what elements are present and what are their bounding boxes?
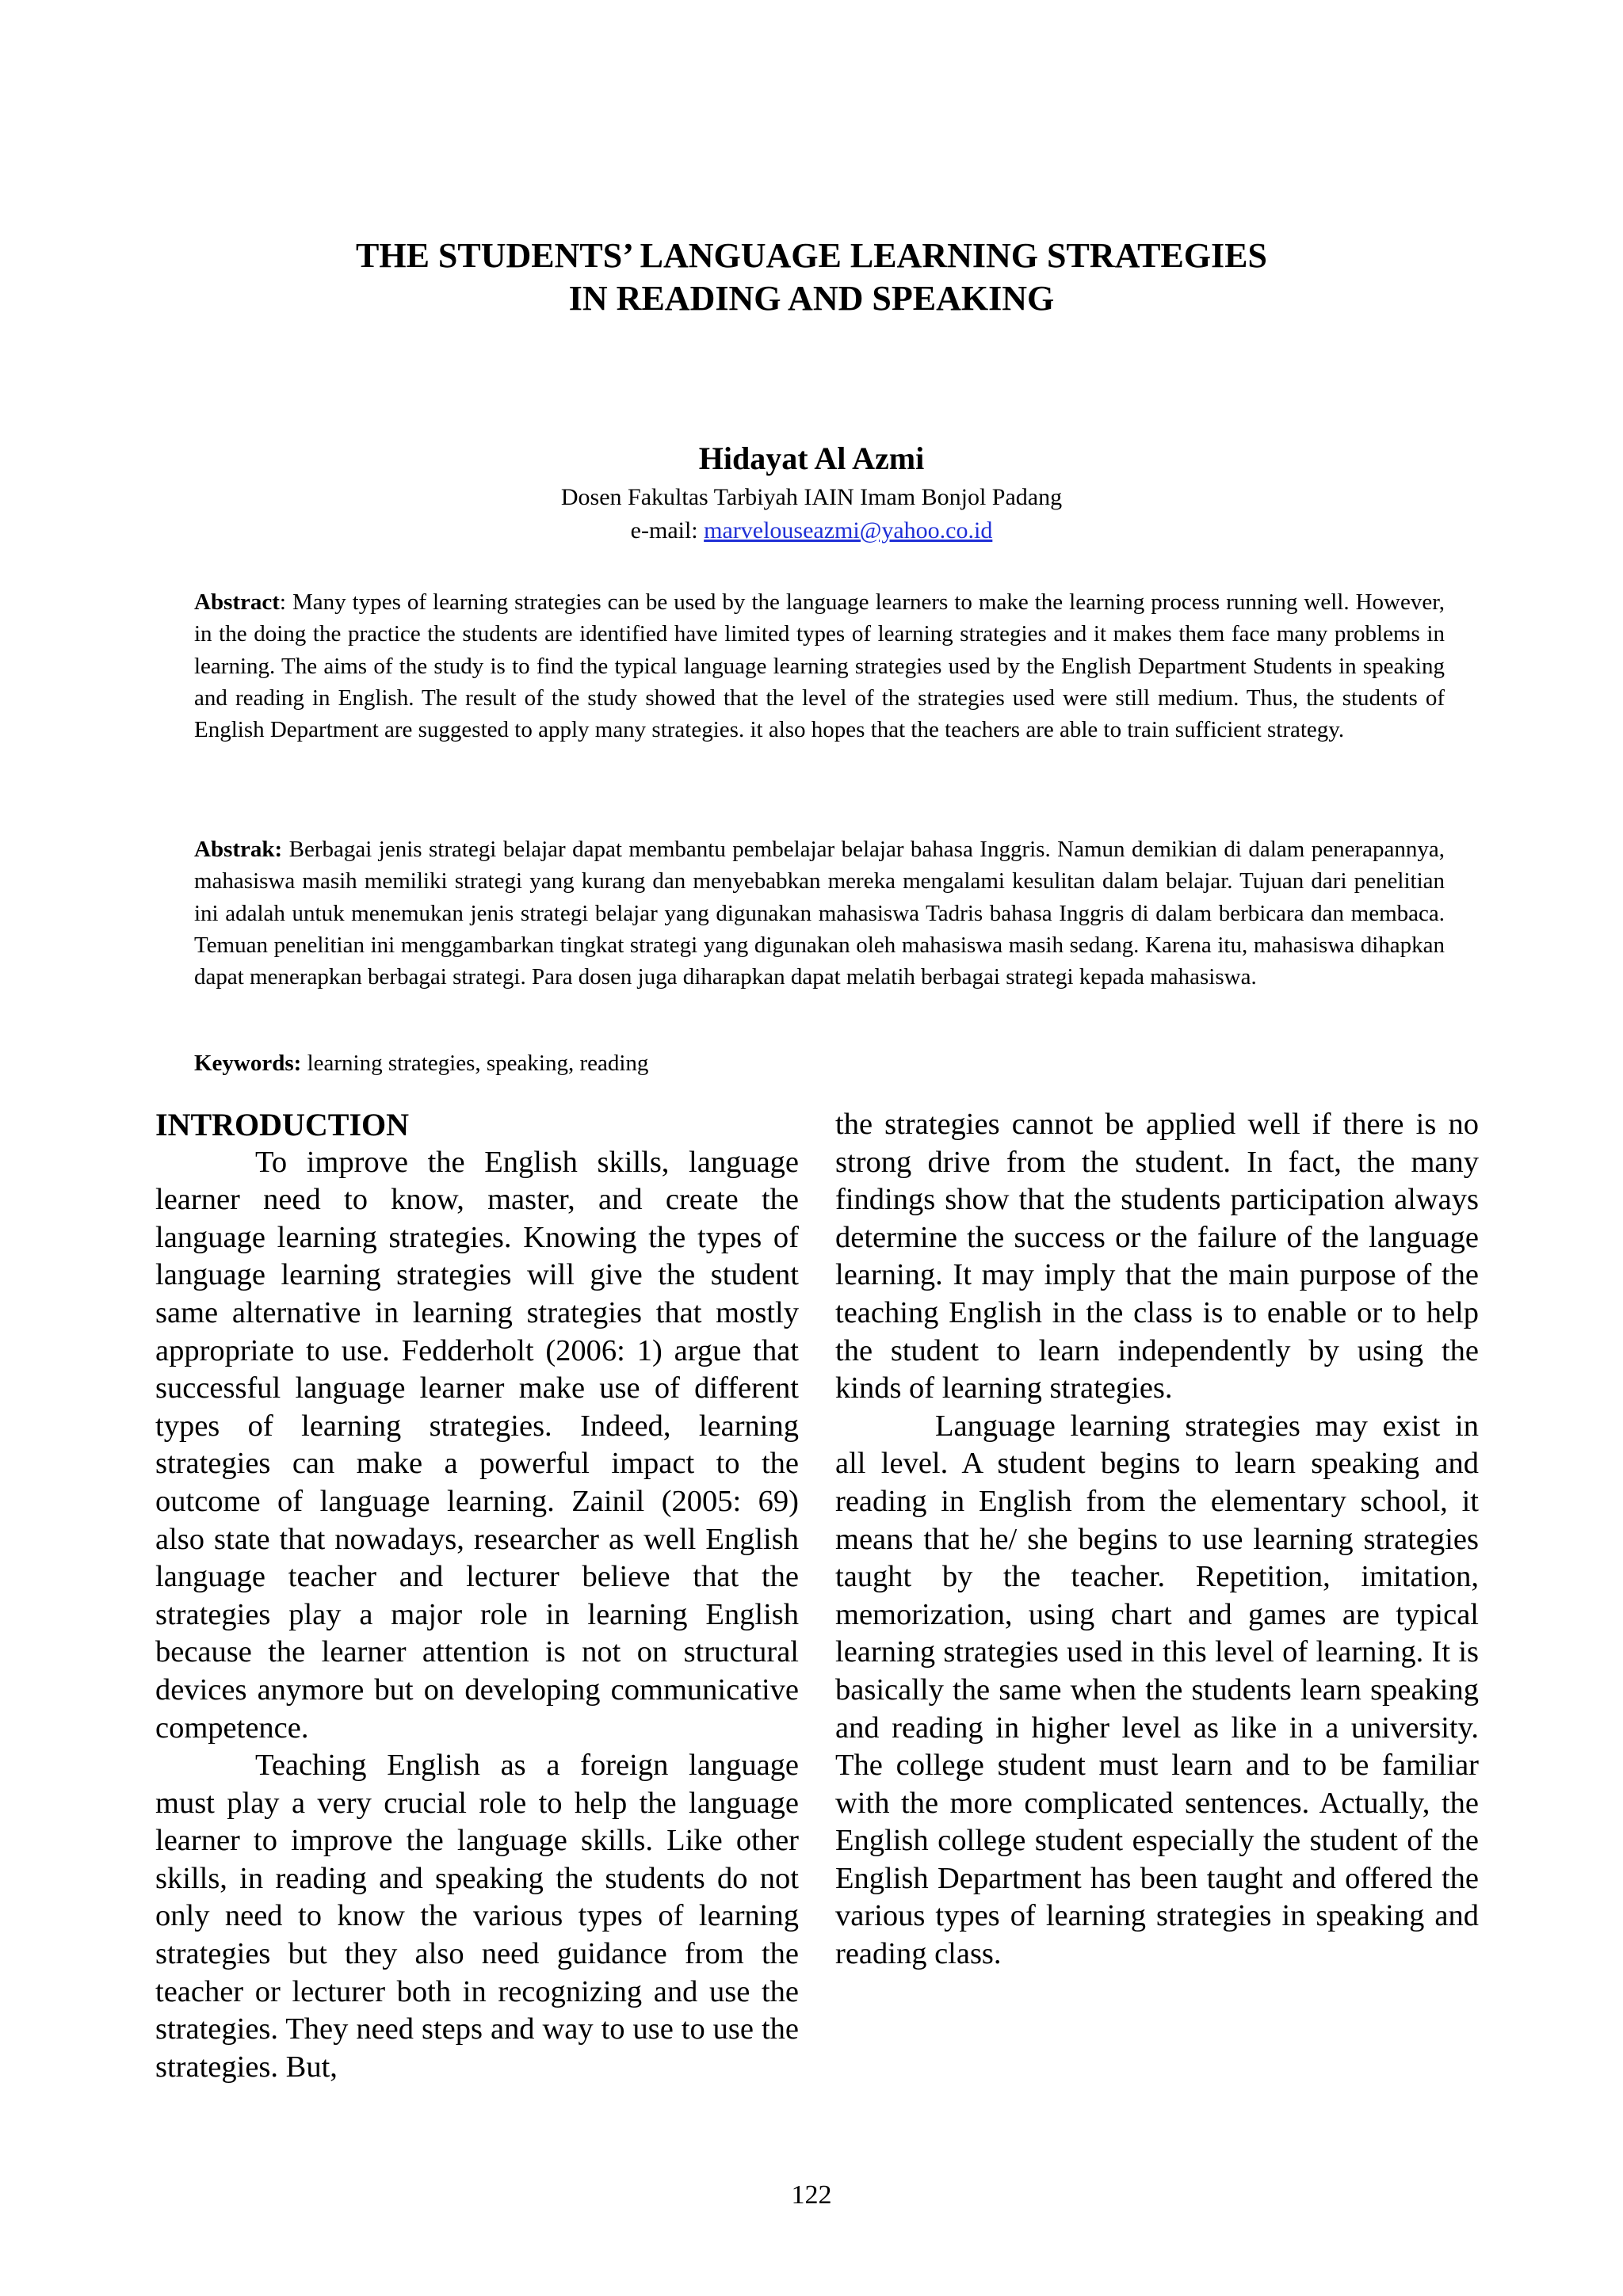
abstrak-label: Abstrak: [194,837,283,862]
body-paragraph: Teaching English as a foreign language must play a very crucial role to help the language learner to improve the language skills. Like other skills, in reading and speaking the students do not only need to know the various types of learning strategies but they also need guidance from the teacher or lecturer both in recognizing and use the strategies. They need steps and way to use to use the strategies. But, [155,1749,799,2084]
body-paragraph: Language learning strategies may exist in all level. A student begins to learn speaking and reading in English from the elementary school, it means that he/ she begins to use learning strategies taught by the teacher. Repetition, imitation, memorization, using chart and games are typical learning strategies used in this level of learning. It is basically the same when the students learn speaking and reading in higher level as like in a university. The college student must learn and to be familiar with the more complicated sentences. Actually, the English college student especially the student of the English Department has been taught and offered the various types of learning strategies in speaking and reading class. [835,1409,1479,1971]
abstrak-text: Berbagai jenis strategi belajar dapat membantu pembelajar belajar bahasa Inggris. Namun demikian di dalam penerapannya, mahasiswa masih memiliki strategi yang kurang dan menyebabkan mereka mengalami kesulitan dalam belajar. Tujuan dari penelitian ini adalah untuk menemukan jenis strategi belajar yang digunakan mahasiswa Tadris bahasa Inggris di dalam berbicara dan membaca. Temuan penelitian ini menggambarkan tingkat strategi yang digunakan oleh mahasiswa masih sedang. Karena itu, mahasiswa dihapkan dapat menerapkan berbagai strategi. Para dosen juga diharapkan dapat melatih berbagai strategi kepada mahasiswa. [194,837,1445,990]
author-affiliation: Dosen Fakultas Tarbiyah IAIN Imam Bonjol Padang [560,484,1063,510]
keywords-text: learning strategies, speaking, reading [301,1051,649,1076]
title-line-1: THE STUDENTS’ LANGUAGE LEARNING STRATEGIES [356,236,1267,275]
email-link[interactable]: marvelouseazmi@yahoo.co.id [704,517,993,543]
section-heading-introduction: INTRODUCTION [155,1107,410,1142]
paper-title [0,235,1623,320]
abstract-label: Abstract [194,589,280,615]
body-paragraph: the strategies cannot be applied well if there is no strong drive from the student. In fact, the many findings show that the students participation always determine the success or the failure of the language learning. It may imply that the main purpose of the teaching English in the class is to enable or to help the student to learn independently by using the kinds of learning strategies. [835,1108,1479,1405]
author-affiliation-block [0,481,1623,547]
keywords-label: Keywords: [194,1051,302,1076]
body-column-right [835,1106,1479,1974]
title-line-2: IN READING AND SPEAKING [568,279,1055,318]
body-column-left [155,1106,799,2086]
email-label: e-mail: [630,517,705,543]
page-number: 122 [791,2180,832,2210]
author-name: Hidayat Al Azmi [698,441,925,476]
keywords [194,1047,1445,1079]
author-email-line [0,514,1623,547]
abstract-text: : Many types of learning strategies can be used by the language learners to make the learning process running well. However, in the doing the practice the students are identified have limited types of learning strategies and it makes them face many problems in learning. The aims of the study is to find the typical language learning strategies used by the English Department Students in speaking and reading in English. The result of the study showed that the level of the strategies used were still medium. Thus, the students of English Department are suggested to apply many strategies. it also hopes that the teachers are able to train sufficient strategy. [194,589,1445,743]
body-paragraph: To improve the English skills, language learner need to know, master, and create the language learning strategies. Knowing the types of language learning strategies will give the student same alternative in learning strategies that mostly appropriate to use. Fedderholt (2006: 1) argue that successful language learner make use of different types of learning strategies. Indeed, learning strategies can make a powerful impact to the outcome of language learning. Zainil (2005: 69) also state that nowadays, researcher as well English language teacher and lecturer believe that the strategies play a major role in learning English because the learner attention is not on structural devices anymore but on developing communicative competence. [155,1145,799,1745]
abstract-english [194,586,1445,746]
abstract-indonesian [194,833,1445,993]
